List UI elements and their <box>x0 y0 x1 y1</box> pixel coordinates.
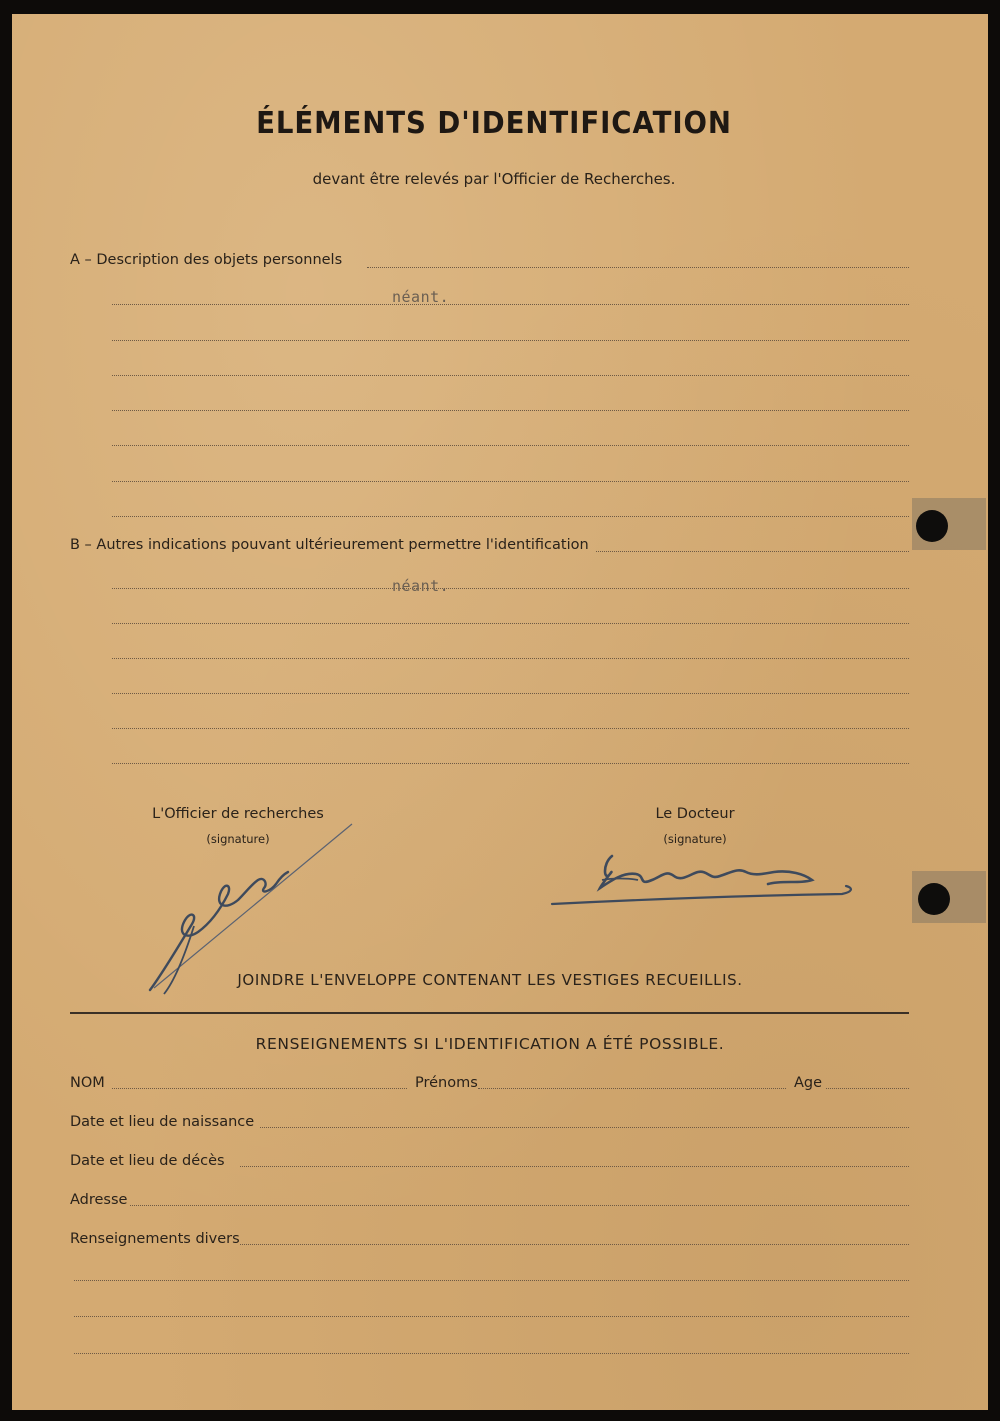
doctor-signature-image <box>542 844 862 924</box>
form-title: ÉLÉMENTS D'IDENTIFICATION <box>256 106 732 141</box>
section-b-line-7[interactable] <box>112 763 909 764</box>
divers-field-line-4[interactable] <box>74 1353 909 1354</box>
section-a-line-8[interactable] <box>112 516 909 517</box>
section-a-line-4[interactable] <box>112 375 909 376</box>
deces-field[interactable] <box>240 1166 909 1167</box>
section-b-line-5[interactable] <box>112 693 909 694</box>
divers-field-line-1[interactable] <box>240 1244 909 1245</box>
enclosure-instruction: JOINDRE L'ENVELOPPE CONTENANT LES VESTIGES RECUEILLIS. <box>237 971 743 989</box>
naissance-field[interactable] <box>260 1127 909 1128</box>
identification-heading: RENSEIGNEMENTS SI L'IDENTIFICATION A ÉTÉ POSSIBLE. <box>255 1035 725 1053</box>
form-subtitle: devant être relevés par l'Officier de Recherches. <box>312 170 676 188</box>
binder-hole-upper <box>916 510 948 542</box>
officer-signature-label: L'Officier de recherches <box>152 806 324 822</box>
age-label: Age <box>794 1075 823 1091</box>
nom-label: NOM <box>70 1075 105 1091</box>
binder-hole-lower <box>918 883 950 915</box>
deces-label: Date et lieu de décès <box>70 1153 225 1169</box>
naissance-label: Date et lieu de naissance <box>70 1114 255 1130</box>
section-a-line-6[interactable] <box>112 445 909 446</box>
prenoms-label: Prénoms <box>415 1075 478 1091</box>
divers-field-line-2[interactable] <box>74 1280 909 1281</box>
section-b-line-6[interactable] <box>112 728 909 729</box>
doctor-signature-sublabel: (signature) <box>663 832 727 846</box>
section-a-line-2[interactable] <box>112 304 909 305</box>
divers-field-line-3[interactable] <box>74 1316 909 1317</box>
section-b-line-2[interactable] <box>112 588 909 589</box>
prenoms-field[interactable] <box>478 1088 786 1089</box>
section-a-line-7[interactable] <box>112 481 909 482</box>
section-a-typed-value: néant. <box>392 288 450 306</box>
adresse-label: Adresse <box>70 1192 128 1208</box>
section-b-line-1[interactable] <box>596 551 909 552</box>
doctor-signature-label: Le Docteur <box>655 806 735 822</box>
section-a-line-1[interactable] <box>367 267 909 268</box>
section-b-label: B – Autres indications pouvant ultérieurement permettre l'identification <box>70 537 589 553</box>
section-divider <box>70 1012 909 1014</box>
adresse-field[interactable] <box>130 1205 909 1206</box>
section-a-label: A – Description des objets personnels <box>70 252 343 268</box>
section-a-line-3[interactable] <box>112 340 909 341</box>
section-b-typed-value: néant. <box>392 577 450 595</box>
section-b-line-4[interactable] <box>112 658 909 659</box>
officer-signature-sublabel: (signature) <box>206 832 270 846</box>
section-a-line-5[interactable] <box>112 410 909 411</box>
age-field[interactable] <box>826 1088 909 1089</box>
nom-field[interactable] <box>112 1088 407 1089</box>
section-b-line-3[interactable] <box>112 623 909 624</box>
form-page <box>12 14 988 1410</box>
divers-label: Renseignements divers <box>70 1231 240 1247</box>
